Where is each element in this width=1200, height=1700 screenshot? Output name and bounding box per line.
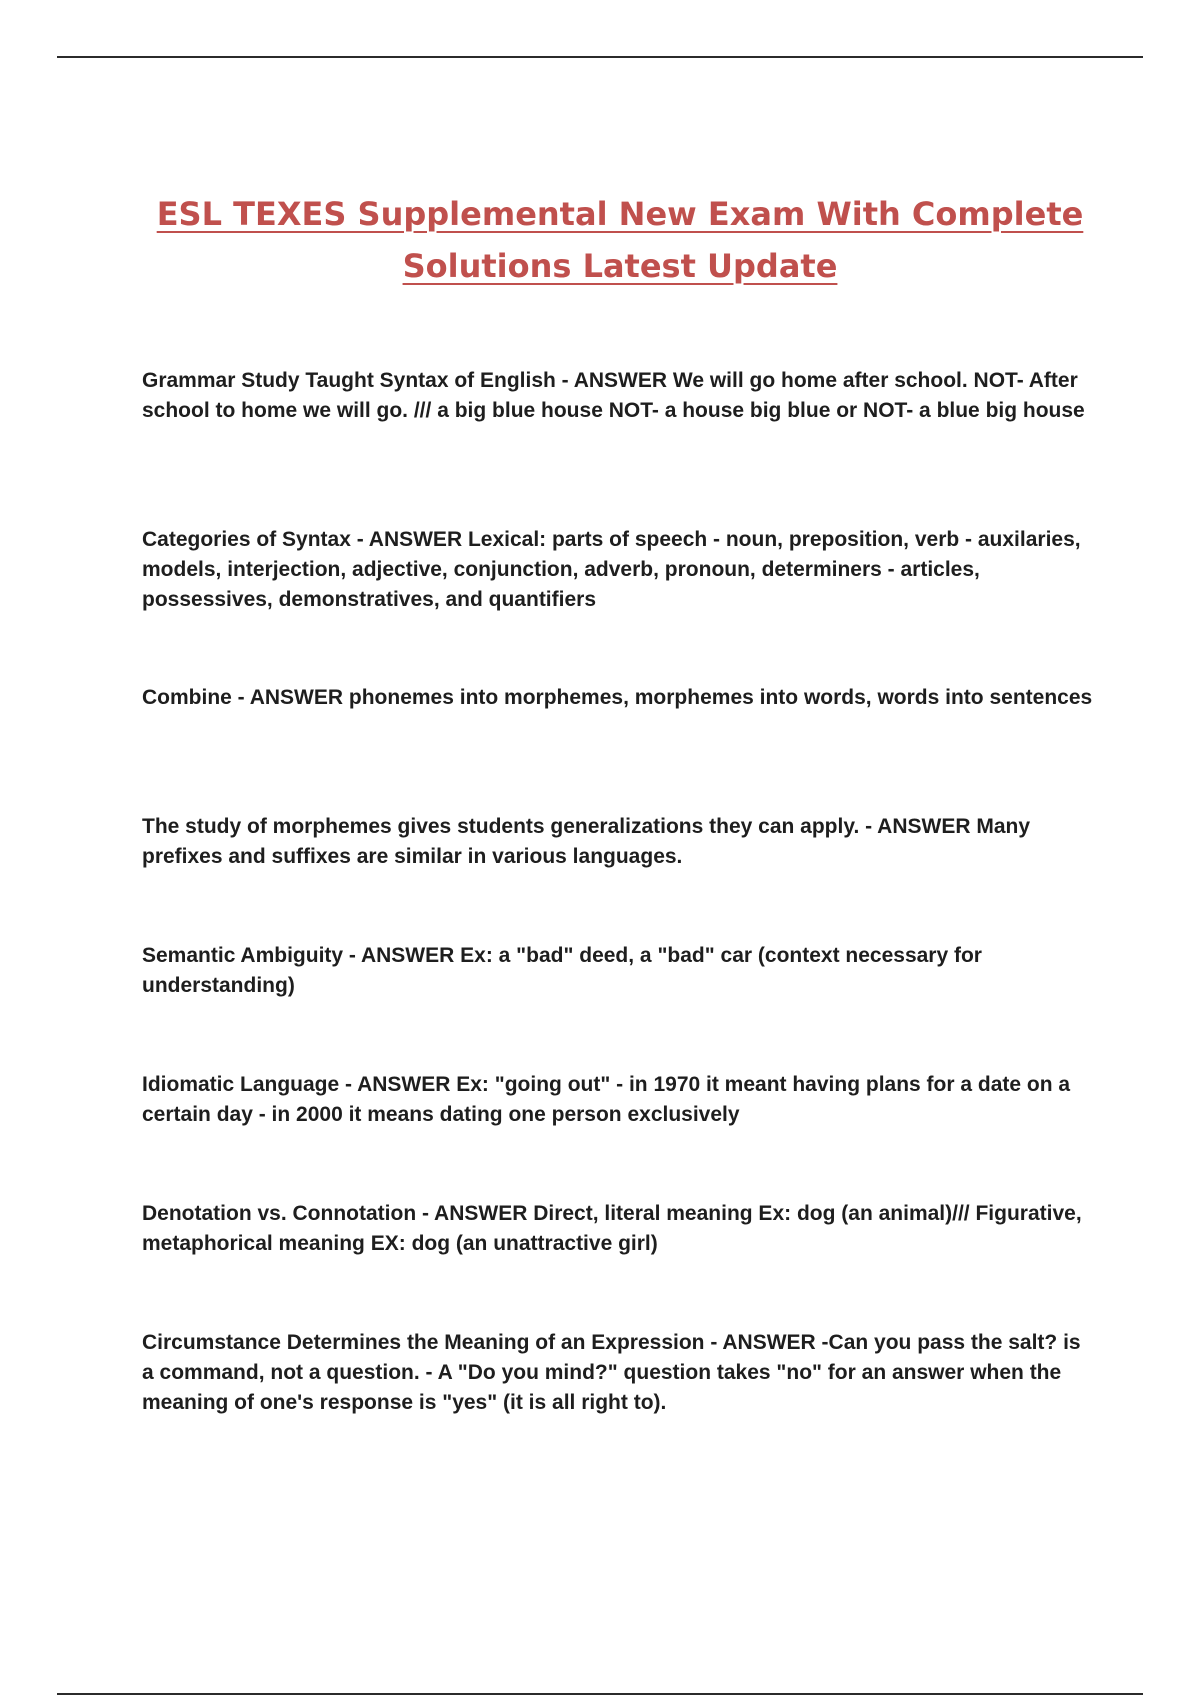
qa-item-circumstance-meaning: Circumstance Determines the Meaning of an Expression - ANSWER -Can you pass the salt? is a command, not a question. - A "Do you mind?" question takes "no" for an answer when the meaning of one's response is "yes" (it is all right to). xyxy=(142,1331,1081,1414)
qa-item-idiomatic-language: Idiomatic Language - ANSWER Ex: "going out" - in 1970 it meant having plans for a date on a certain day - in 2000 it means dating one person exclusively xyxy=(142,1073,1071,1126)
qa-item-categories-of-syntax: Categories of Syntax - ANSWER Lexical: parts of speech - noun, preposition, verb - auxilaries, models, interjection, adjective, conjunction, adverb, pronoun, determiners - articles, possessives, demonstratives, and quantifiers xyxy=(142,528,1081,611)
header-rule xyxy=(57,56,1143,58)
qa-item-semantic-ambiguity: Semantic Ambiguity - ANSWER Ex: a "bad" deed, a "bad" car (context necessary for understanding) xyxy=(142,944,982,997)
qa-item-grammar-study: Grammar Study Taught Syntax of English - ANSWER We will go home after school. NOT- After school to home we will go. /// a big blue house NOT- a house big blue or NOT- a blue big house xyxy=(142,369,1085,422)
title-line-1: ESL TEXES Supplemental New Exam With Complete xyxy=(156,195,1084,233)
qa-item-denotation-connotation: Denotation vs. Connotation - ANSWER Direct, literal meaning Ex: dog (an animal)/// Figurative, metaphorical meaning EX: dog (an unattractive girl) xyxy=(142,1202,1082,1255)
title-line-2: Solutions Latest Update xyxy=(402,247,838,285)
qa-item-combine: Combine - ANSWER phonemes into morphemes, morphemes into words, words into sentences xyxy=(142,686,1093,709)
footer-rule xyxy=(57,1693,1143,1695)
document-title xyxy=(140,188,1100,292)
qa-item-study-of-morphemes: The study of morphemes gives students generalizations they can apply. - ANSWER Many prefixes and suffixes are similar in various languages. xyxy=(142,815,1031,868)
